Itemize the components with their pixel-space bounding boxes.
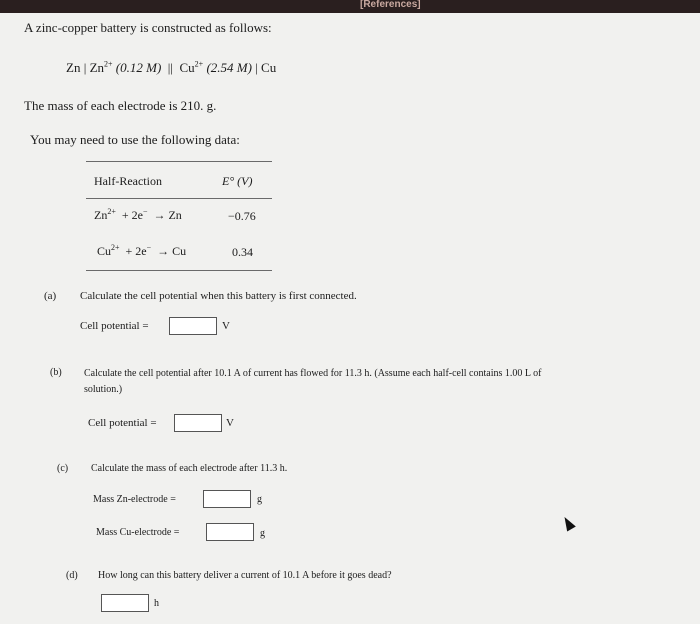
part-a-question: Calculate the cell potential when this battery is first connected.: [80, 290, 357, 302]
part-d-label: (d): [66, 570, 78, 581]
bar-1: |: [83, 60, 87, 75]
table-row-zn-value: −0.76: [228, 209, 256, 223]
anode-ion-charge: 2+: [104, 59, 113, 69]
bar-2: |: [255, 60, 258, 75]
part-c-cu-mass-input[interactable]: [206, 523, 254, 541]
intro-text: A zinc-copper battery is constructed as follows:: [24, 20, 272, 35]
part-c-zn-label: Mass Zn-electrode =: [93, 494, 176, 505]
cathode-electrode: Cu: [261, 60, 277, 75]
cathode-ion: Cu: [179, 60, 195, 75]
cu-electrons: + 2e: [125, 244, 147, 258]
part-c-question: Calculate the mass of each electrode after 11.3 h.: [91, 463, 288, 474]
part-c-label: (c): [57, 463, 69, 474]
table-header-half-reaction: Half-Reaction: [94, 174, 162, 188]
anode-concentration: (0.12 M): [115, 60, 162, 75]
zn-product: → Zn: [153, 208, 182, 222]
part-d-question: How long can this battery deliver a current of 10.1 A before it goes dead?: [98, 570, 392, 581]
table-header-potential: E° (V): [222, 174, 253, 188]
cu-product: → Cu: [157, 244, 187, 258]
zn-ion: Zn: [94, 208, 108, 222]
part-c-cu-unit: g: [260, 528, 265, 539]
cu-ion: Cu: [97, 244, 112, 258]
cu-ion-charge: 2+: [111, 243, 120, 252]
part-c-cu-label: Mass Cu-electrode =: [96, 527, 180, 538]
salt-bridge: ||: [167, 60, 173, 75]
part-b-question-line1: Calculate the cell potential after 10.1 A of current has flowed for 11.3 h. (Assume each half-cell contains 1.00 L of: [84, 368, 542, 379]
table-row-zn-reaction: [94, 208, 182, 223]
mass-statement: The mass of each electrode is 210. g.: [24, 98, 217, 113]
anode-ion: Zn: [89, 60, 105, 75]
part-a-unit: V: [222, 320, 230, 332]
mouse-cursor-icon: [560, 514, 576, 531]
part-b-question-line2: solution.): [84, 384, 123, 395]
part-c-zn-mass-input[interactable]: [203, 490, 251, 508]
part-a-cell-potential-input[interactable]: [169, 317, 217, 335]
part-b-label: (b): [50, 367, 62, 378]
table-row-cu-reaction: [97, 244, 186, 259]
part-c-zn-unit: g: [257, 494, 262, 505]
zn-electrons: + 2e: [121, 208, 143, 222]
table-row-cu-value: 0.34: [232, 245, 253, 259]
anode-electrode: Zn: [66, 60, 81, 75]
zn-electron-charge: −: [142, 207, 148, 216]
data-intro: You may need to use the following data:: [30, 132, 240, 147]
top-bar: [0, 0, 700, 13]
cell-notation: [66, 60, 276, 76]
cu-electron-charge: −: [146, 243, 152, 252]
cathode-concentration: (2.54 M): [206, 60, 252, 75]
table-bottom-rule: [86, 270, 272, 271]
part-a-label: (a): [44, 290, 57, 302]
part-a-field-label: Cell potential =: [80, 320, 149, 332]
part-b-field-label: Cell potential =: [88, 417, 157, 429]
part-b-cell-potential-input[interactable]: [174, 414, 222, 432]
part-d-time-input[interactable]: [101, 594, 149, 612]
references-link[interactable]: [References]: [360, 0, 421, 10]
table-header-rule: [86, 198, 272, 199]
cathode-ion-charge: 2+: [194, 59, 204, 69]
zn-ion-charge: 2+: [107, 207, 116, 216]
part-b-unit: V: [226, 417, 234, 429]
table-top-rule: [86, 161, 272, 162]
part-d-unit: h: [154, 598, 159, 609]
